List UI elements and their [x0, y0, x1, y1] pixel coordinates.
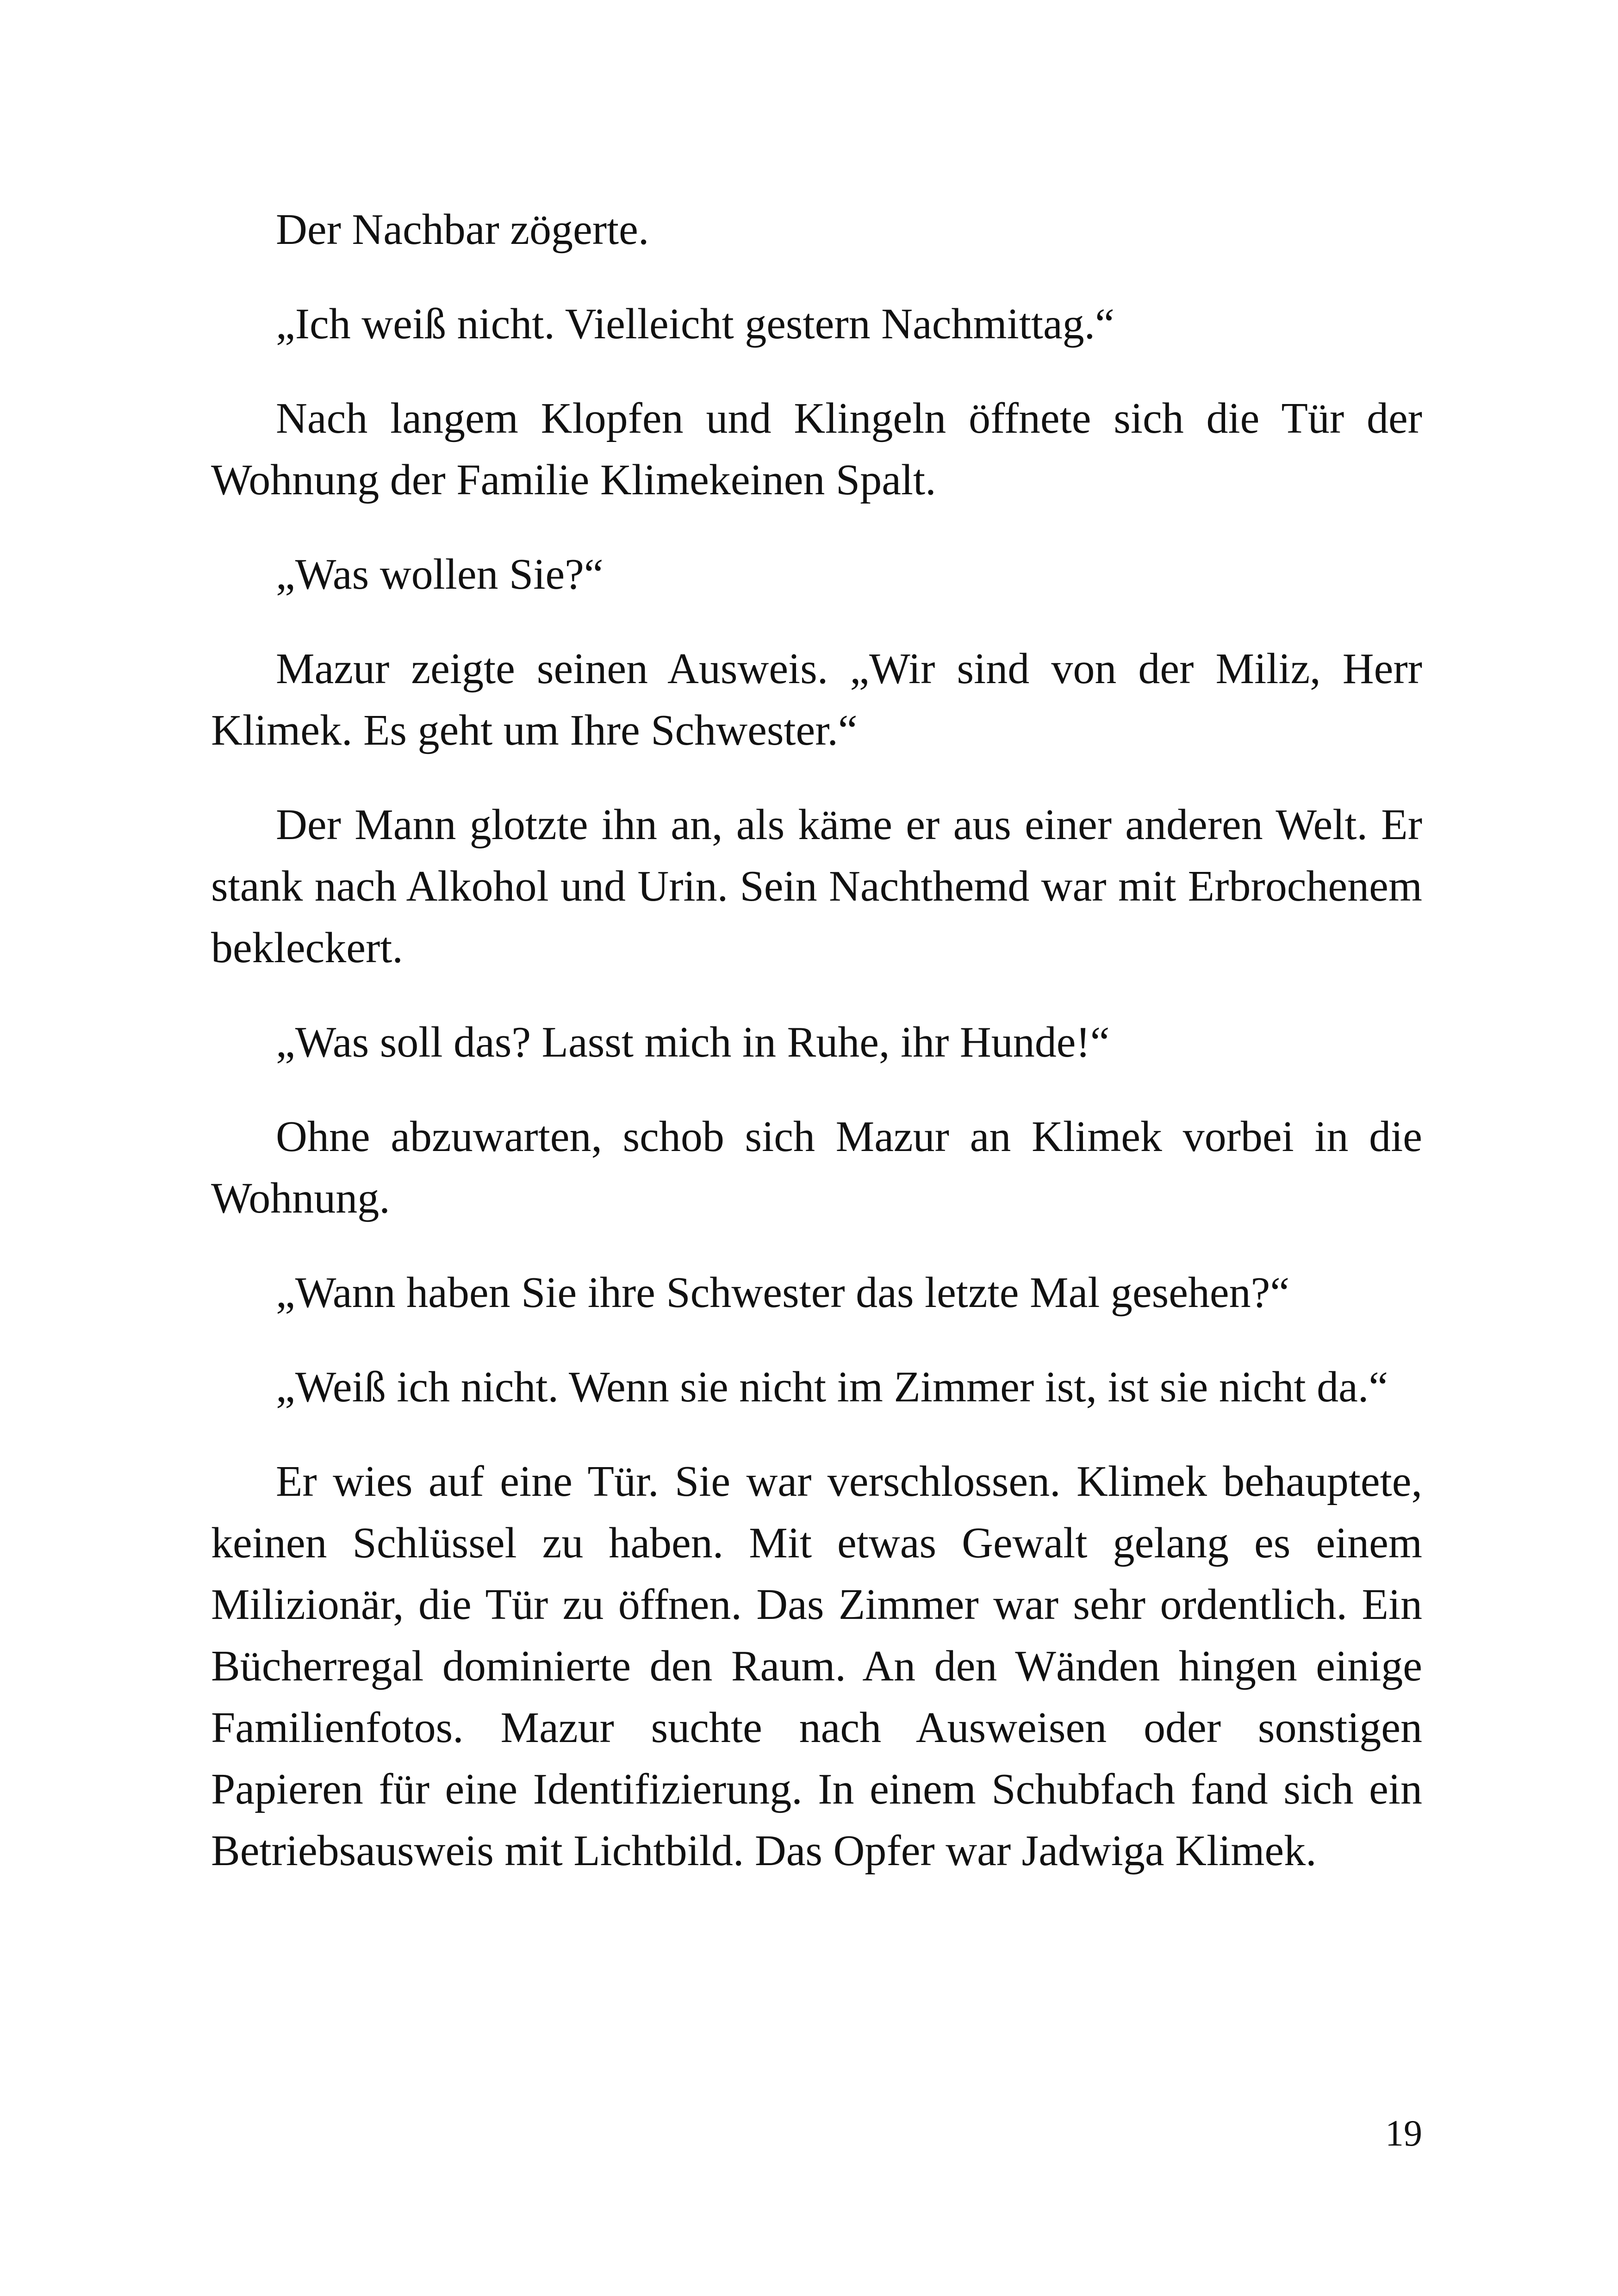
paragraph: „Ich weiß nicht. Vielleicht gestern Nachmittag.“ — [276, 300, 1114, 348]
paragraph: „Was wollen Sie?“ — [276, 550, 604, 598]
paragraph: „Wann haben Sie ihre Schwester das letzte Mal gesehen?“ — [276, 1269, 1290, 1317]
body-text — [211, 199, 1422, 1915]
paragraph: Er wies auf eine Tür. Sie war verschlossen. Klimek behauptete, keinen Schlüssel zu haben. Mit etwas Gewalt gelang es einem Milizionär, die Tür zu öffnen. Das Zimmer war sehr ordentlich. Ein Bücherregal dominierte den Raum. An den Wänden hingen einige Familienfotos. Mazur suchte nach Ausweisen oder sonstigen Papieren für eine Identifizierung. In einem Schubfach fand sich ein Betriebsausweis mit Lichtbild. Das Opfer war Jadwiga Klimek. — [211, 1457, 1422, 1875]
paragraph: „Weiß ich nicht. Wenn sie nicht im Zimmer ist, ist sie nicht da.“ — [276, 1363, 1388, 1411]
paragraph: „Was soll das? Lasst mich in Ruhe, ihr Hunde!“ — [276, 1018, 1110, 1066]
paragraph: Ohne abzuwarten, schob sich Mazur an Klimek vorbei in die Wohnung. — [211, 1113, 1422, 1222]
paragraph: Der Mann glotzte ihn an, als käme er aus einer anderen Welt. Er stank nach Alkohol und Urin. Sein Nachthemd war mit Erbrochenem bekleckert. — [211, 801, 1422, 972]
paragraph: Nach langem Klopfen und Klingeln öffnete sich die Tür der Wohnung der Familie Klimekeinen Spalt. — [211, 394, 1422, 504]
page-number: 19 — [1385, 2113, 1422, 2154]
paragraph: Der Nachbar zögerte. — [276, 205, 649, 254]
paragraph: Mazur zeigte seinen Ausweis. „Wir sind von der Miliz, Herr Klimek. Es geht um Ihre Schwester.“ — [211, 645, 1422, 754]
